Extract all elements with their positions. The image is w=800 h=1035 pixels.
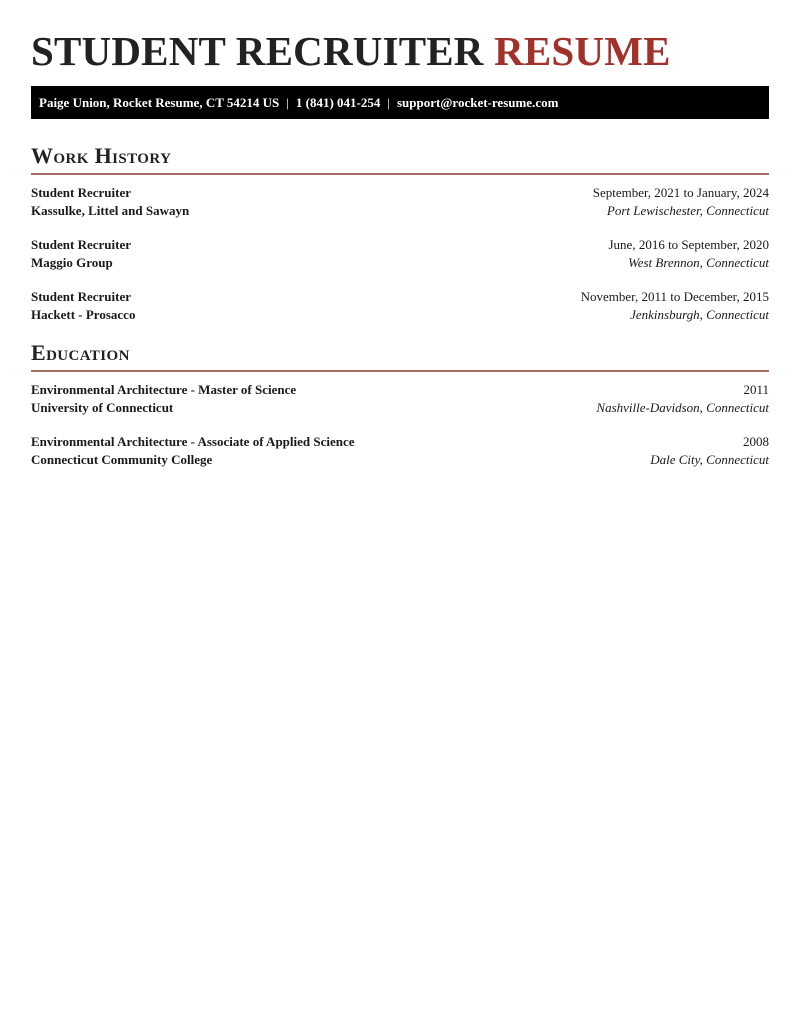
education-heading: Education [31,340,130,365]
contact-separator: | [286,95,289,110]
contact-separator: | [387,95,390,110]
work-role: Student Recruiter [31,289,132,304]
contact-phone: 1 (841) 041-254 [295,95,381,110]
contact-address: Paige Union, Rocket Resume, CT 54214 US [39,95,280,110]
resume-title [31,0,769,74]
section-divider [31,370,769,372]
resume-page [31,0,769,485]
work-location: West Brennon, Connecticut [628,255,769,270]
work-entry [31,288,769,324]
education-school: Connecticut Community College [31,452,213,467]
contact-email[interactable]: support@rocket-resume.com [396,95,559,110]
education-location: Nashville-Davidson, Connecticut [596,400,769,415]
work-entry [31,236,769,272]
contact-bar [31,86,769,119]
work-entry [31,184,769,220]
education-entry [31,433,769,469]
work-role: Student Recruiter [31,185,132,200]
education-year: 2008 [743,434,769,449]
education-year: 2011 [743,382,769,397]
section-divider [31,173,769,175]
work-history-heading: Work History [31,143,172,168]
education-entry [31,381,769,417]
education-location: Dale City, Connecticut [650,452,769,467]
education-school: University of Connecticut [31,400,174,415]
work-location: Port Lewischester, Connecticut [606,203,769,218]
education-degree: Environmental Architecture - Associate of Applied Science [31,434,355,449]
title-accent: RESUME [494,28,671,74]
work-role: Student Recruiter [31,237,132,252]
work-dates: September, 2021 to January, 2024 [592,185,769,200]
work-company: Maggio Group [31,255,113,270]
work-company: Hackett - Prosacco [31,307,136,322]
education-degree: Environmental Architecture - Master of Science [31,382,297,397]
work-dates: November, 2011 to December, 2015 [580,289,769,304]
work-company: Kassulke, Littel and Sawayn [31,203,190,218]
work-dates: June, 2016 to September, 2020 [608,237,769,252]
work-location: Jenkinsburgh, Connecticut [630,307,769,322]
title-main: STUDENT RECRUITER [31,28,484,74]
